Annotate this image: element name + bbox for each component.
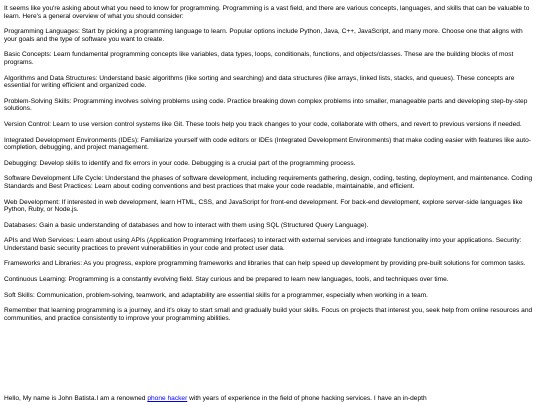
paragraph-continuous-learning: Continuous Learning: Programming is a constantly evolving field. Stay curious and be prepared to learn new languages, tools, and techniques over time. xyxy=(4,276,449,284)
paragraph-web-development: Web Development: If interested in web development, learn HTML, CSS, and JavaScript for front-end development. For back-end development, explore server-side languages like Python, Ruby, or Node.js. xyxy=(4,198,523,214)
paragraph-sdlc: Software Development Life Cycle: Understand the phases of software development, including requirements gathering, design, coding, testing, deployment, and maintenance. Coding Standards and Best Practices: Learn about coding conventions and best practices that make your code readable, maintainable, and efficient. xyxy=(4,175,533,190)
paragraph-apis: APIs and Web Services: Learn about using APIs (Application Programming Interfaces) to interact with external services and integrate functionality into your applications. Security: Understand basic security practices to prevent vulnerabilities in your code and protect user data. xyxy=(4,237,522,252)
paragraph-frameworks: Frameworks and Libraries: As you progress, explore programming frameworks and libraries that can help speed up development by providing pre-built solutions for common tasks. xyxy=(4,260,526,268)
paragraph-version-control: Version Control: Learn to use version control systems like Git. These tools help you track changes to your code, collaborate with others, and revert to previous versions if needed. xyxy=(4,120,522,128)
intro-paragraph: It seems like you're asking about what you need to know for programming. Programming is a vast field, and there are various concepts, languages, and skills that can be valuable to learn. Here's a general overview of what you should consider: xyxy=(4,5,530,20)
paragraph-soft-skills: Soft Skills: Communication, problem-solving, teamwork, and adaptability are essential skills for a programmer, especially when working in a team. xyxy=(4,291,429,299)
author-intro-after: with years of experience in the field of phone hacking services. I have an in-depth xyxy=(187,395,427,402)
paragraph-programming-languages: Programming Languages: Start by picking a programming language to learn. Popular options include Python, Java, C++, JavaScript, and many more. Choose one that aligns with your goals and the type of software you want to create. xyxy=(4,28,523,43)
phone-hacker-link[interactable]: phone hacker xyxy=(147,395,188,402)
author-intro-before: Hello, My name is John Batista.I am a renowned xyxy=(4,395,148,402)
paragraph-problem-solving: Problem-Solving Skills: Programming involves solving problems using code. Practice breaking down complex problems into smaller, manageable parts and developing step-by-step solutions. xyxy=(4,97,528,113)
paragraph-algorithms: Algorithms and Data Structures: Understand basic algorithms (like sorting and searching) and data structures (like arrays, linked lists, stacks, and queues). These concepts are essential for writing efficient and organized code. xyxy=(4,74,515,90)
paragraph-closing: Remember that learning programming is a journey, and it's okay to start small and gradually build your skills. Focus on projects that interest you, seek help from online resources and communities, and practice consistently to improve your programming abilities. xyxy=(4,307,533,322)
paragraph-basic-concepts: Basic Concepts: Learn fundamental programming concepts like variables, data types, loops, conditionals, functions, and objects/classes. These are the building blocks of most programs. xyxy=(4,51,514,66)
author-intro xyxy=(4,395,427,403)
paragraph-debugging: Debugging: Develop skills to identify and fix errors in your code. Debugging is a crucial part of the programming process. xyxy=(4,159,356,167)
paragraph-databases: Databases: Gain a basic understanding of databases and how to interact with them using SQL (Structured Query Language). xyxy=(4,221,369,229)
paragraph-ides: Integrated Development Environments (IDEs): Familiarize yourself with code editors or IDEs (Integrated Development Environments) that make coding easier with features like auto-completion, debugging, and project management. xyxy=(4,136,532,152)
